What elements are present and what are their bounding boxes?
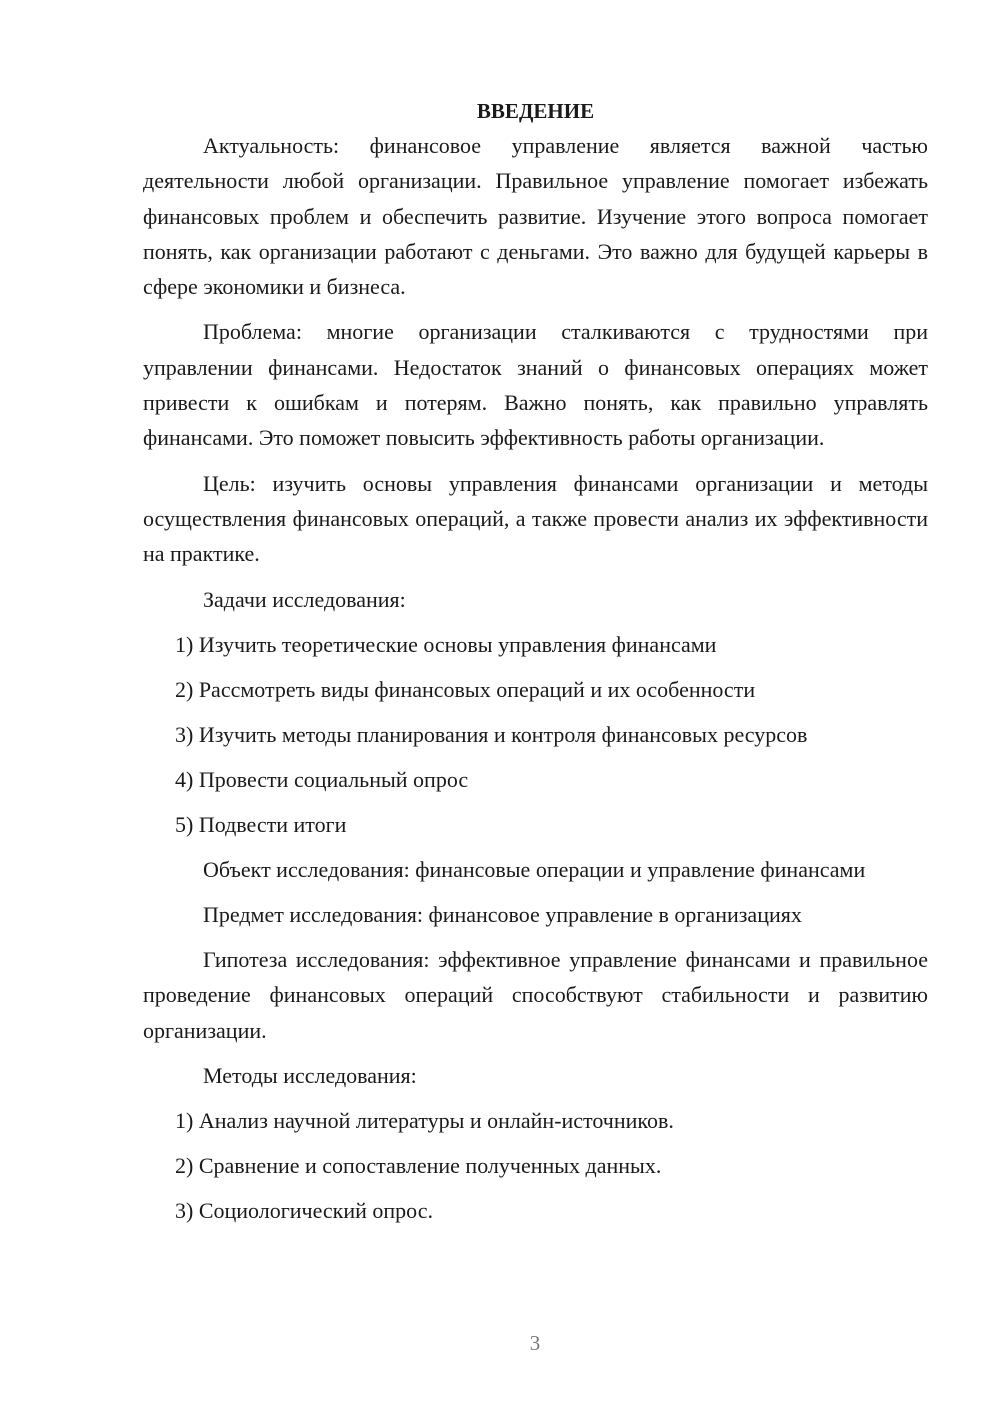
hypothesis-paragraph: Гипотеза исследования: эффективное управление финансами и правильное проведение финансовых операций способствуют стабильности и развитию организации. [143, 947, 928, 1043]
object-paragraph: Объект исследования: финансовые операции и управление финансами [203, 856, 866, 882]
methods-heading: Методы исследования: [203, 1063, 417, 1089]
tasks-list [143, 627, 928, 842]
task-item: 3) Изучить методы планирования и контроля финансовых ресурсов [175, 721, 808, 747]
methods-list [143, 1103, 928, 1228]
document-page [143, 96, 928, 1238]
page-number: 3 [529, 1331, 541, 1355]
relevance-paragraph: Актуальность: финансовое управление является важной частью деятельности любой организации. Правильное управление помогает избежать финансовых проблем и обеспечить развитие. Изучение этого вопроса помогает понять, как организации работают с деньгами. Это важно для будущей карьеры в сфере экономики и бизнеса. [143, 133, 928, 300]
method-item: 2) Сравнение и сопоставление полученных данных. [175, 1153, 662, 1179]
subject-paragraph: Предмет исследования: финансовое управление в организациях [203, 901, 802, 927]
task-item: 1) Изучить теоретические основы управления финансами [175, 631, 717, 657]
page-title: ВВЕДЕНИЕ [476, 99, 595, 123]
task-item: 2) Рассмотреть виды финансовых операций и их особенности [175, 676, 756, 702]
problem-paragraph: Проблема: многие организации сталкиваются с трудностями при управлении финансами. Недостаток знаний о финансовых операциях может привести к ошибкам и потерям. Важно понять, как правильно управлять финансами. Это поможет повысить эффективность работы организации. [143, 319, 928, 451]
task-item: 4) Провести социальный опрос [175, 766, 469, 792]
task-item: 5) Подвести итоги [175, 811, 347, 837]
goal-paragraph: Цель: изучить основы управления финансами организации и методы осуществления финансовых операций, а также провести анализ их эффективности на практике. [143, 470, 928, 567]
method-item: 1) Анализ научной литературы и онлайн-источников. [175, 1108, 674, 1134]
tasks-heading: Задачи исследования: [203, 586, 406, 612]
method-item: 3) Социологический опрос. [175, 1198, 433, 1224]
